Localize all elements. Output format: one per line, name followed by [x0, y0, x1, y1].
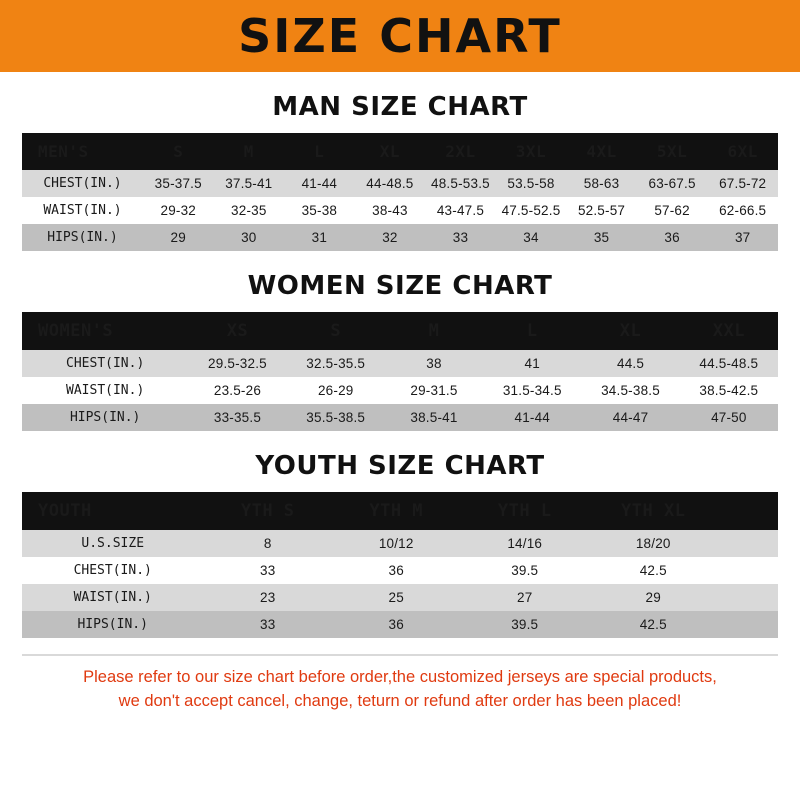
men-cell: 38-43	[372, 203, 408, 218]
men-cell: 35-38	[301, 203, 338, 218]
women-row-label: WAIST(IN.)	[66, 383, 145, 398]
men-cell: 31	[311, 230, 328, 245]
women-size-table	[22, 312, 778, 431]
youth-cell: 33	[259, 563, 276, 578]
youth-size-table	[22, 492, 778, 638]
table-row	[22, 584, 778, 611]
youth-section-title: YOUTH SIZE CHART	[255, 451, 545, 481]
men-cell: 30	[241, 230, 257, 245]
men-col-header: S	[173, 142, 184, 161]
header-band	[0, 0, 800, 72]
men-cell: 63-67.5	[648, 176, 696, 191]
women-cell: 38	[426, 356, 442, 371]
youth-row-label: WAIST(IN.)	[73, 590, 152, 605]
women-col-header: XXL	[712, 321, 745, 341]
table-row	[22, 197, 778, 224]
men-col-header: 3XL	[515, 142, 547, 161]
men-col-header: 2XL	[445, 142, 476, 161]
women-cell: 47-50	[711, 410, 747, 425]
men-cell: 57-62	[654, 203, 690, 218]
men-cell: 52.5-57	[577, 203, 626, 218]
men-col-header: XL	[379, 142, 401, 161]
women-cell: 41-44	[514, 410, 551, 425]
youth-cell: 39.5	[511, 563, 539, 578]
chart-body	[0, 92, 800, 714]
men-col-header: M	[243, 142, 254, 161]
youth-cell: 27	[517, 590, 533, 605]
men-cell: 43-47.5	[436, 203, 485, 218]
men-cell: 47.5-52.5	[501, 203, 561, 218]
footer-note-line-1: Please refer to our size chart before order,the customized jerseys are special products,	[83, 668, 717, 686]
women-cell: 31.5-34.5	[502, 383, 562, 398]
youth-cell-spacer	[718, 611, 779, 638]
table-row	[22, 557, 778, 584]
youth-cell: 39.5	[511, 617, 539, 632]
youth-cell: 29	[645, 590, 661, 605]
youth-row-label: CHEST(IN.)	[73, 563, 152, 578]
men-col-header: 6XL	[727, 142, 758, 161]
youth-col-header: YTH S	[240, 501, 295, 521]
youth-cell-spacer	[718, 557, 779, 584]
youth-cell: 23	[259, 590, 276, 605]
women-cell: 33-35.5	[213, 410, 262, 425]
table-row	[22, 170, 778, 197]
women-col-header: S	[330, 321, 342, 341]
men-cell: 53.5-58	[507, 176, 555, 191]
men-cell: 41-44	[301, 176, 338, 191]
men-cell: 32-35	[231, 203, 267, 218]
table-row	[22, 377, 778, 404]
youth-col-header: YTH L	[497, 501, 552, 521]
table-row	[22, 404, 778, 431]
men-cell: 37	[734, 230, 751, 245]
youth-cell: 25	[388, 590, 404, 605]
footer-note-line-2: we don't accept cancel, change, teturn or refund after order has been placed!	[118, 691, 682, 710]
youth-row-label: U.S.SIZE	[81, 536, 145, 551]
youth-cell: 42.5	[639, 617, 667, 632]
page-title: SIZE CHART	[238, 9, 562, 63]
youth-cell-spacer	[718, 584, 779, 611]
youth-cell: 8	[263, 536, 272, 551]
women-cell: 29-31.5	[410, 383, 458, 398]
women-cell: 35.5-38.5	[306, 410, 366, 425]
men-section-title: MAN SIZE CHART	[272, 92, 528, 122]
men-col-header: L	[314, 142, 325, 161]
women-header-label: WOMEN'S	[38, 321, 114, 341]
men-cell: 35-37.5	[154, 176, 202, 191]
table-row	[22, 350, 778, 377]
women-cell: 44.5	[616, 356, 645, 371]
youth-col-header: YTH XL	[621, 501, 686, 521]
youth-header-label: YOUTH	[38, 501, 92, 521]
men-cell: 58-63	[583, 176, 620, 191]
men-size-table	[22, 133, 778, 251]
youth-cell: 33	[259, 617, 276, 632]
table-row	[22, 530, 778, 557]
women-col-header: XS	[226, 321, 249, 341]
youth-cell-spacer	[718, 530, 779, 557]
men-header-label: MEN'S	[38, 142, 89, 161]
men-col-header: 4XL	[586, 142, 617, 161]
youth-row-label: HIPS(IN.)	[77, 617, 148, 632]
women-col-header: L	[526, 321, 538, 341]
women-cell: 34.5-38.5	[601, 383, 660, 398]
women-cell: 44-47	[612, 410, 649, 425]
men-row-label: WAIST(IN.)	[43, 203, 122, 218]
men-cell: 29	[170, 230, 186, 245]
header-right-accent	[772, 0, 800, 72]
women-row-label: CHEST(IN.)	[66, 356, 145, 371]
youth-cell: 14/16	[507, 536, 543, 551]
men-header-row	[22, 133, 778, 170]
men-cell: 48.5-53.5	[431, 176, 490, 191]
men-row-label: CHEST(IN.)	[43, 176, 122, 191]
men-cell: 36	[664, 230, 680, 245]
women-cell: 23.5-26	[213, 383, 262, 398]
youth-cell: 42.5	[639, 563, 667, 578]
women-row-label: HIPS(IN.)	[69, 410, 141, 425]
women-cell: 38.5-41	[410, 410, 458, 425]
men-cell: 34	[523, 230, 539, 245]
women-header-row	[22, 312, 778, 350]
women-section-title: WOMEN SIZE CHART	[247, 271, 553, 301]
table-row	[22, 611, 778, 638]
youth-header-row	[22, 492, 778, 530]
women-col-header: M	[428, 321, 440, 341]
women-cell: 29.5-32.5	[208, 356, 267, 371]
men-cell: 33	[452, 230, 469, 245]
youth-cell: 18/20	[635, 536, 671, 551]
women-cell: 44.5-48.5	[699, 356, 759, 371]
youth-col-spacer	[718, 492, 779, 530]
youth-cell: 36	[388, 563, 404, 578]
men-cell: 29-32	[160, 203, 197, 218]
men-cell: 35	[593, 230, 610, 245]
youth-cell: 10/12	[378, 536, 414, 551]
men-cell: 67.5-72	[719, 176, 767, 191]
footer-note	[22, 654, 778, 714]
men-cell: 62-66.5	[719, 203, 767, 218]
header-left-accent	[0, 0, 28, 72]
men-cell: 44-48.5	[366, 176, 414, 191]
youth-cell: 36	[388, 617, 404, 632]
men-cell: 37.5-41	[225, 176, 273, 191]
women-cell: 41	[524, 356, 540, 371]
women-cell: 32.5-35.5	[306, 356, 366, 371]
women-cell: 38.5-42.5	[699, 383, 759, 398]
women-cell: 26-29	[317, 383, 354, 398]
men-col-header: 5XL	[656, 142, 688, 161]
men-row-label: HIPS(IN.)	[47, 230, 118, 245]
men-cell: 32	[382, 230, 398, 245]
table-row	[22, 224, 778, 251]
women-col-header: XL	[619, 321, 642, 341]
youth-col-header: YTH M	[369, 501, 424, 521]
